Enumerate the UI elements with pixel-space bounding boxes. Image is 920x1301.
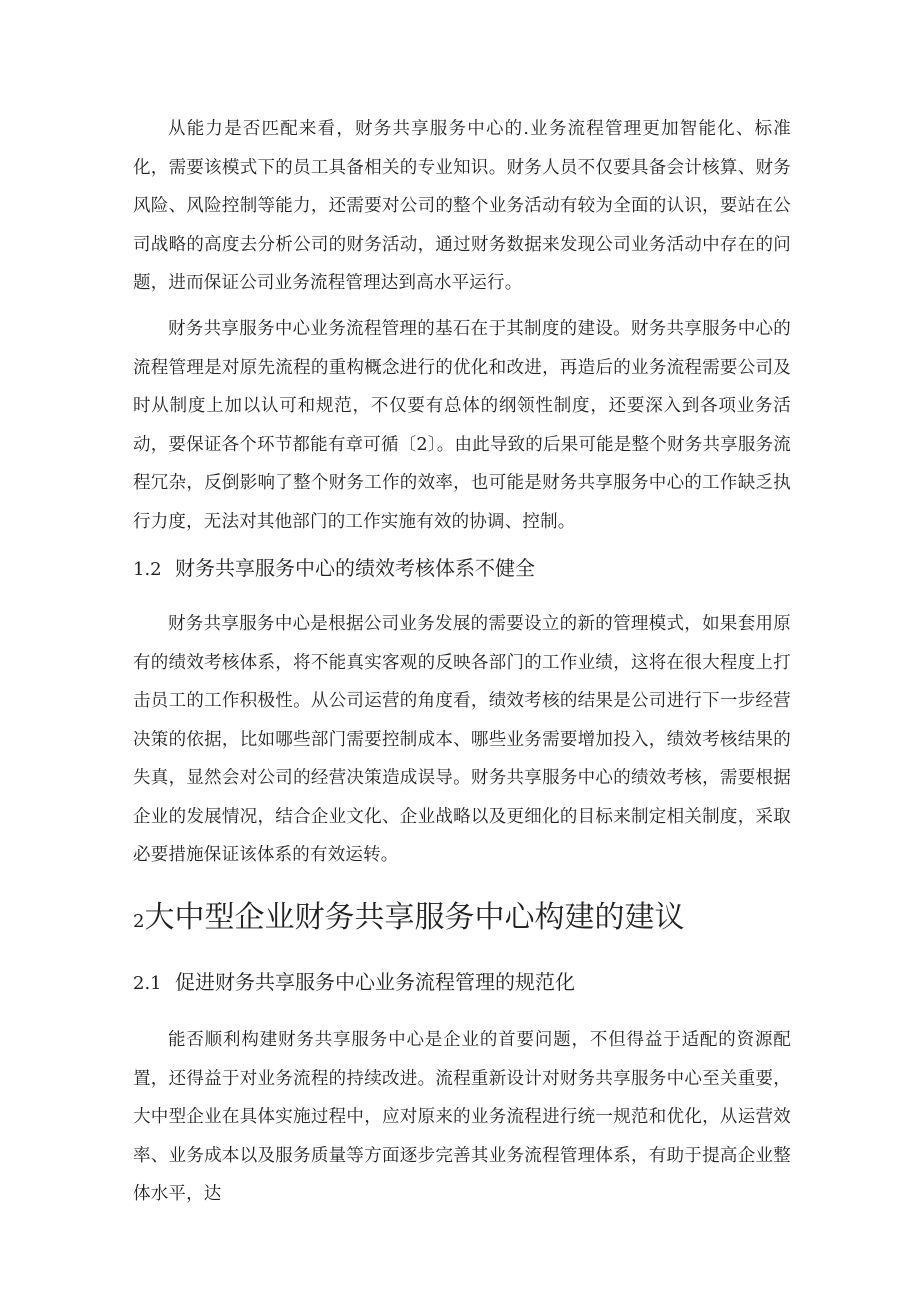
section-title: 促进财务共享服务中心业务流程管理的规范化 — [175, 970, 575, 994]
section-heading-1-2 — [133, 553, 535, 585]
section-heading-2-1 — [133, 967, 575, 999]
chapter-title: 大中型企业财务共享服务中心构建的建议 — [144, 900, 685, 935]
section-number: 1.2 — [133, 559, 162, 580]
section-title: 财务共享服务中心的绩效考核体系不健全 — [175, 556, 535, 580]
paragraph-capability: 从能力是否匹配来看，财务共享服务中心的.业务流程管理更加智能化、标准化，需要该模式下的员工具备相关的专业知识。财务人员不仅要具备会计核算、财务风险、风险控制等能力，还需要对公司的整个业务活动有较为全面的认识，要站在公司战略的高度去分析公司的财务活动，通过财务数据来发现公司业务活动中存在的问题，进而保证公司业务流程管理达到高水平运行。 — [133, 119, 791, 293]
chapter-number: 2 — [133, 911, 145, 932]
paragraph-system-foundation: 财务共享服务中心业务流程管理的基石在于其制度的建设。财务共享服务中心的流程管理是对原先流程的重构概念进行的优化和改进，再造后的业务流程需要公司及时从制度上加以认可和规范，不仅要有总体的纲领性制度，还要深入到各项业务活动，要保证各个环节都能有章可循〔2〕。由此导致的后果可能是整个财务共享服务流程冗杂，反倒影响了整个财务工作的效率，也可能是财务共享服务中心的工作缺乏执行力度，无法对其他部门的工作实施有效的协调、控制。 — [133, 319, 791, 532]
paragraph-process-standardization: 能否顺利构建财务共享服务中心是企业的首要问题，不但得益于适配的资源配置，还得益于对业务流程的持续改进。流程重新设计对财务共享服务中心至关重要，大中型企业在具体实施过程中，应对原来的业务流程进行统一规范和优化，从运营效率、业务成本以及服务质量等方面逐步完善其业务流程管理体系，有助于提高企业整体水平，达 — [133, 1030, 791, 1204]
section-number: 2.1 — [133, 973, 162, 994]
paragraph-performance: 财务共享服务中心是根据公司业务发展的需要设立的新的管理模式，如果套用原有的绩效考核体系，将不能真实客观的反映各部门的工作业绩，这将在很大程度上打击员工的工作积极性。从公司运营的角度看，绩效考核的结果是公司进行下一步经营决策的依据，比如哪些部门需要控制成本、哪些业务需要增加投入，绩效考核结果的失真，显然会对公司的经营决策造成误导。财务共享服务中心的绩效考核，需要根据企业的发展情况，结合企业文化、企业战略以及更细化的目标来制定相关制度，采取必要措施保证该体系的有效运转。 — [133, 614, 791, 865]
chapter-heading-2 — [133, 898, 684, 942]
